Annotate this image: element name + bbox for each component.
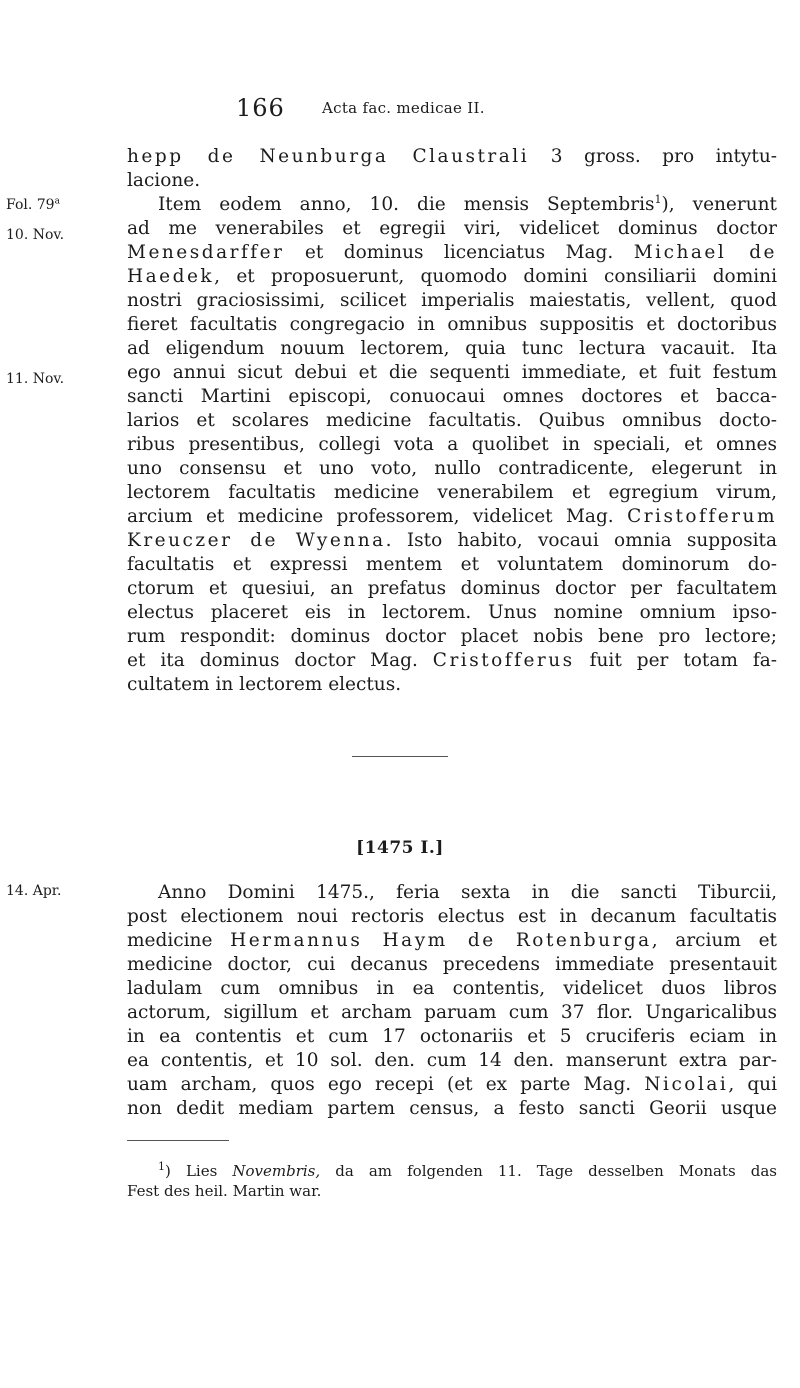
text-line: Kreuczer de Wyenna. Isto habito, vocaui omnia supposita bbox=[127, 530, 777, 551]
text-line: electus placeret eis in lectorem. Unus nomine omnium ipso- bbox=[127, 602, 777, 623]
text-line: facultatis et expressi mentem et voluntatem dominorum do- bbox=[127, 554, 777, 575]
footnote: $^1$) Lies Novembris, da am folgenden 11. Tage desselben Monats das bbox=[158, 1160, 777, 1180]
text-line: ctorum et quesiui, an prefatus dominus doctor per facultatem bbox=[127, 578, 777, 599]
footnote-line: Fest des heil. Martin war. bbox=[127, 1182, 322, 1200]
text-line: sancti Martini episcopi, conuocaui omnes doctores et bacca- bbox=[127, 386, 777, 407]
text-line: ea contentis, et 10 sol. den. cum 14 den. manserunt extra par- bbox=[127, 1050, 777, 1071]
section-divider bbox=[352, 756, 448, 757]
text-line: non dedit mediam partem census, a festo sancti Georii usque bbox=[127, 1098, 777, 1119]
section-heading: [1475 I.] bbox=[356, 838, 444, 858]
text-line: Haedek, et proposuerunt, quomodo domini consiliarii domini bbox=[127, 266, 777, 287]
text-line: rum respondit: dominus doctor placet nobis bene pro lectore; bbox=[127, 626, 777, 647]
text-line: et ita dominus doctor Mag. Cristofferus fuit per totam fa- bbox=[127, 650, 777, 671]
margin-note-date: 11. Nov. bbox=[6, 371, 65, 387]
margin-note-date: 14. Apr. bbox=[6, 883, 62, 899]
text-line: ego annui sicut debui et die sequenti immediate, et fuit festum bbox=[127, 362, 777, 383]
margin-note-folio: Fol. 79$^a$ bbox=[6, 196, 60, 213]
text-line: Menesdarffer et dominus licenciatus Mag. Michael de bbox=[127, 242, 778, 263]
footnote-marker: 1 bbox=[158, 1160, 165, 1173]
text-line: Anno Domini 1475., feria sexta in die sancti Tiburcii, bbox=[158, 882, 777, 903]
page-number: 166 bbox=[236, 94, 285, 122]
text-line: nostri graciosissimi, scilicet imperialis maiestatis, vellent, quod bbox=[127, 290, 777, 311]
text-line: lectorem facultatis medicine venerabilem et egregium virum, bbox=[127, 482, 777, 503]
footnote-ref: 1 bbox=[654, 192, 662, 206]
text-line: larios et scolares medicine facultatis. Quibus omnibus docto- bbox=[127, 410, 777, 431]
text-line: actorum, sigillum et archam paruam cum 37 flor. Ungaricalibus bbox=[127, 1002, 777, 1023]
running-title: Acta fac. medicae II. bbox=[322, 99, 485, 117]
margin-note-date: 10. Nov. bbox=[6, 227, 65, 243]
text-line: medicine doctor, cui decanus precedens immediate presentauit bbox=[127, 954, 777, 975]
text-line: post electionem noui rectoris electus est in decanum facultatis bbox=[127, 906, 777, 927]
text-line: lacione. bbox=[127, 170, 201, 191]
footnote-divider bbox=[127, 1140, 229, 1141]
text-line: ladulam cum omnibus in ea contentis, videlicet duos libros bbox=[127, 978, 777, 999]
text-line: medicine Hermannus Haym de Rotenburga, arcium et bbox=[127, 930, 777, 951]
text-line: Item eodem anno, 10. die mensis Septembris$^1$), venerunt bbox=[158, 192, 777, 215]
text-line: fieret facultatis congregacio in omnibus suppositis et doctoribus bbox=[127, 314, 777, 335]
page-header bbox=[0, 94, 800, 124]
text-line: uam archam, quos ego recepi (et ex parte Mag. Nicolai, qui bbox=[127, 1074, 778, 1095]
text-line: in ea contentis et cum 17 octonariis et 5 cruciferis eciam in bbox=[127, 1026, 777, 1047]
text-line: ad eligendum nouum lectorem, quia tunc lectura vacauit. Ita bbox=[127, 338, 777, 359]
text-line: uno consensu et uno voto, nullo contradicente, elegerunt in bbox=[127, 458, 777, 479]
text-line: ad me venerabiles et egregii viri, videlicet dominus doctor bbox=[127, 218, 777, 239]
text-line: arcium et medicine professorem, videlicet Mag. Cristofferum bbox=[127, 506, 777, 527]
text-line: cultatem in lectorem electus. bbox=[127, 674, 402, 695]
text-line: ribus presentibus, collegi vota a quolibet in speciali, et omnes bbox=[127, 434, 777, 455]
text-line: hepp de Neunburga Claustrali 3 gross. pro intytu- bbox=[127, 146, 777, 167]
